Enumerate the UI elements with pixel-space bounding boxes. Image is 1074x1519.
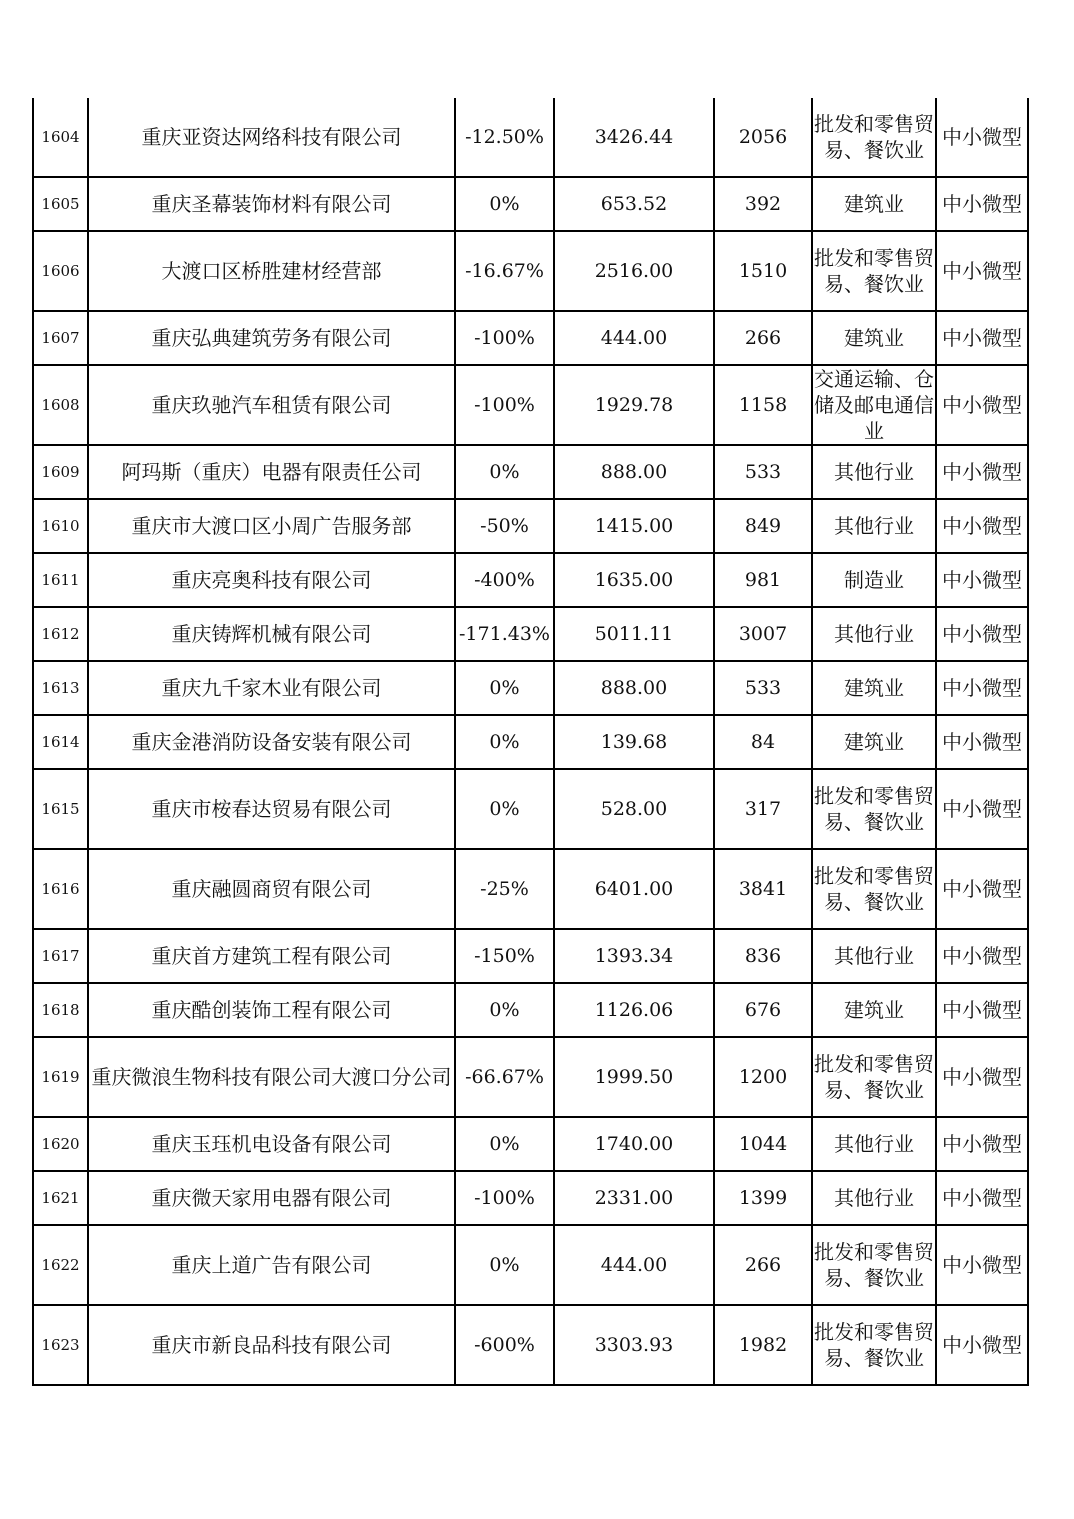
enterprise-size: 中小微型	[936, 231, 1028, 311]
company-name: 大渡口区桥胜建材经营部	[88, 231, 455, 311]
count: 836	[714, 929, 812, 983]
change-rate: -400%	[455, 553, 554, 607]
company-name: 重庆亮奥科技有限公司	[88, 553, 455, 607]
enterprise-size: 中小微型	[936, 769, 1028, 849]
enterprise-size: 中小微型	[936, 177, 1028, 231]
enterprise-size: 中小微型	[936, 715, 1028, 769]
amount: 3303.93	[554, 1305, 714, 1385]
change-rate: -12.50%	[455, 98, 554, 177]
enterprise-size: 中小微型	[936, 1305, 1028, 1385]
row-id: 1620	[33, 1117, 88, 1171]
amount: 1126.06	[554, 983, 714, 1037]
count: 3007	[714, 607, 812, 661]
row-id: 1617	[33, 929, 88, 983]
row-id: 1605	[33, 177, 88, 231]
company-name: 重庆市大渡口区小周广告服务部	[88, 499, 455, 553]
count: 3841	[714, 849, 812, 929]
row-id: 1608	[33, 365, 88, 445]
count: 84	[714, 715, 812, 769]
amount: 1393.34	[554, 929, 714, 983]
row-id: 1606	[33, 231, 88, 311]
change-rate: -50%	[455, 499, 554, 553]
company-name: 重庆微天家用电器有限公司	[88, 1171, 455, 1225]
amount: 139.68	[554, 715, 714, 769]
change-rate: -100%	[455, 1171, 554, 1225]
company-name: 重庆上道广告有限公司	[88, 1225, 455, 1305]
company-name: 重庆金港消防设备安装有限公司	[88, 715, 455, 769]
company-name: 重庆玖驰汽车租赁有限公司	[88, 365, 455, 445]
amount: 6401.00	[554, 849, 714, 929]
company-name: 重庆玉珏机电设备有限公司	[88, 1117, 455, 1171]
table-row	[33, 177, 1028, 231]
industry: 批发和零售贸易、餐饮业	[812, 231, 936, 311]
industry: 建筑业	[812, 983, 936, 1037]
change-rate: -66.67%	[455, 1037, 554, 1117]
amount: 528.00	[554, 769, 714, 849]
amount: 1415.00	[554, 499, 714, 553]
change-rate: -100%	[455, 365, 554, 445]
industry: 其他行业	[812, 929, 936, 983]
industry: 其他行业	[812, 445, 936, 499]
amount: 2331.00	[554, 1171, 714, 1225]
row-id: 1611	[33, 553, 88, 607]
change-rate: 0%	[455, 661, 554, 715]
table-row	[33, 1171, 1028, 1225]
count: 1200	[714, 1037, 812, 1117]
table-row	[33, 231, 1028, 311]
amount: 5011.11	[554, 607, 714, 661]
row-id: 1614	[33, 715, 88, 769]
count: 1158	[714, 365, 812, 445]
row-id: 1622	[33, 1225, 88, 1305]
row-id: 1607	[33, 311, 88, 365]
industry: 批发和零售贸易、餐饮业	[812, 1037, 936, 1117]
table-row	[33, 445, 1028, 499]
table-row	[33, 661, 1028, 715]
company-name: 重庆弘典建筑劳务有限公司	[88, 311, 455, 365]
count: 533	[714, 445, 812, 499]
change-rate: 0%	[455, 177, 554, 231]
company-name: 重庆九千家木业有限公司	[88, 661, 455, 715]
enterprise-size: 中小微型	[936, 849, 1028, 929]
industry: 其他行业	[812, 607, 936, 661]
table-body	[33, 98, 1028, 1385]
enterprise-size: 中小微型	[936, 445, 1028, 499]
table-row	[33, 1305, 1028, 1385]
industry: 其他行业	[812, 499, 936, 553]
enterprise-size: 中小微型	[936, 1117, 1028, 1171]
change-rate: 0%	[455, 715, 554, 769]
industry: 批发和零售贸易、餐饮业	[812, 98, 936, 177]
count: 1399	[714, 1171, 812, 1225]
count: 1044	[714, 1117, 812, 1171]
amount: 444.00	[554, 1225, 714, 1305]
amount: 653.52	[554, 177, 714, 231]
table-row	[33, 499, 1028, 553]
change-rate: -25%	[455, 849, 554, 929]
industry: 批发和零售贸易、餐饮业	[812, 849, 936, 929]
company-name: 重庆融圆商贸有限公司	[88, 849, 455, 929]
row-id: 1612	[33, 607, 88, 661]
count: 849	[714, 499, 812, 553]
enterprise-size: 中小微型	[936, 1037, 1028, 1117]
change-rate: -100%	[455, 311, 554, 365]
company-name: 重庆市桉春达贸易有限公司	[88, 769, 455, 849]
count: 392	[714, 177, 812, 231]
count: 981	[714, 553, 812, 607]
table-row	[33, 553, 1028, 607]
table-row	[33, 983, 1028, 1037]
enterprise-size: 中小微型	[936, 607, 1028, 661]
row-id: 1619	[33, 1037, 88, 1117]
amount: 888.00	[554, 661, 714, 715]
count: 2056	[714, 98, 812, 177]
amount: 1740.00	[554, 1117, 714, 1171]
enterprise-size: 中小微型	[936, 1225, 1028, 1305]
industry: 交通运输、仓储及邮电通信业	[814, 367, 934, 443]
row-id: 1610	[33, 499, 88, 553]
row-id: 1616	[33, 849, 88, 929]
count: 317	[714, 769, 812, 849]
enterprise-size: 中小微型	[936, 311, 1028, 365]
row-id: 1613	[33, 661, 88, 715]
industry: 制造业	[812, 553, 936, 607]
count: 533	[714, 661, 812, 715]
enterprise-size: 中小微型	[936, 1171, 1028, 1225]
change-rate: 0%	[455, 1117, 554, 1171]
row-id: 1609	[33, 445, 88, 499]
amount: 3426.44	[554, 98, 714, 177]
change-rate: 0%	[455, 445, 554, 499]
table-row	[33, 929, 1028, 983]
enterprise-size: 中小微型	[936, 365, 1028, 445]
company-name: 重庆圣幕装饰材料有限公司	[88, 177, 455, 231]
industry: 其他行业	[812, 1117, 936, 1171]
count: 1982	[714, 1305, 812, 1385]
table-row	[33, 769, 1028, 849]
enterprise-size: 中小微型	[936, 499, 1028, 553]
amount: 444.00	[554, 311, 714, 365]
industry: 建筑业	[812, 715, 936, 769]
row-id: 1621	[33, 1171, 88, 1225]
industry: 批发和零售贸易、餐饮业	[812, 769, 936, 849]
change-rate: 0%	[455, 983, 554, 1037]
company-name: 重庆首方建筑工程有限公司	[88, 929, 455, 983]
table-row	[33, 311, 1028, 365]
enterprise-size: 中小微型	[936, 553, 1028, 607]
company-name: 重庆微浪生物科技有限公司大渡口分公司	[88, 1037, 455, 1117]
industry: 批发和零售贸易、餐饮业	[812, 1225, 936, 1305]
enterprise-size: 中小微型	[936, 661, 1028, 715]
amount: 888.00	[554, 445, 714, 499]
count: 676	[714, 983, 812, 1037]
enterprise-size: 中小微型	[936, 929, 1028, 983]
count: 266	[714, 311, 812, 365]
count: 1510	[714, 231, 812, 311]
company-name: 阿玛斯（重庆）电器有限责任公司	[88, 445, 455, 499]
industry: 其他行业	[812, 1171, 936, 1225]
row-id: 1615	[33, 769, 88, 849]
industry: 建筑业	[812, 311, 936, 365]
count: 266	[714, 1225, 812, 1305]
table-row	[33, 849, 1028, 929]
change-rate: 0%	[455, 769, 554, 849]
table-row	[33, 365, 1028, 445]
row-id: 1618	[33, 983, 88, 1037]
amount: 2516.00	[554, 231, 714, 311]
change-rate: -600%	[455, 1305, 554, 1385]
table-row	[33, 715, 1028, 769]
table-row	[33, 607, 1028, 661]
change-rate: 0%	[455, 1225, 554, 1305]
amount: 1635.00	[554, 553, 714, 607]
industry: 建筑业	[812, 177, 936, 231]
company-name: 重庆酷创装饰工程有限公司	[88, 983, 455, 1037]
row-id: 1604	[33, 98, 88, 177]
row-id: 1623	[33, 1305, 88, 1385]
table-row	[33, 1117, 1028, 1171]
table-row	[33, 1037, 1028, 1117]
company-name: 重庆铸辉机械有限公司	[88, 607, 455, 661]
company-name: 重庆亚资达网络科技有限公司	[88, 98, 455, 177]
change-rate: -16.67%	[455, 231, 554, 311]
change-rate: -171.43%	[455, 607, 554, 661]
industry: 批发和零售贸易、餐饮业	[812, 1305, 936, 1385]
company-name: 重庆市新良品科技有限公司	[88, 1305, 455, 1385]
table-row	[33, 98, 1028, 177]
table-row	[33, 1225, 1028, 1305]
amount: 1999.50	[554, 1037, 714, 1117]
industry: 建筑业	[812, 661, 936, 715]
change-rate: -150%	[455, 929, 554, 983]
company-table	[32, 98, 1029, 1386]
enterprise-size: 中小微型	[936, 983, 1028, 1037]
enterprise-size: 中小微型	[936, 98, 1028, 177]
amount: 1929.78	[554, 365, 714, 445]
